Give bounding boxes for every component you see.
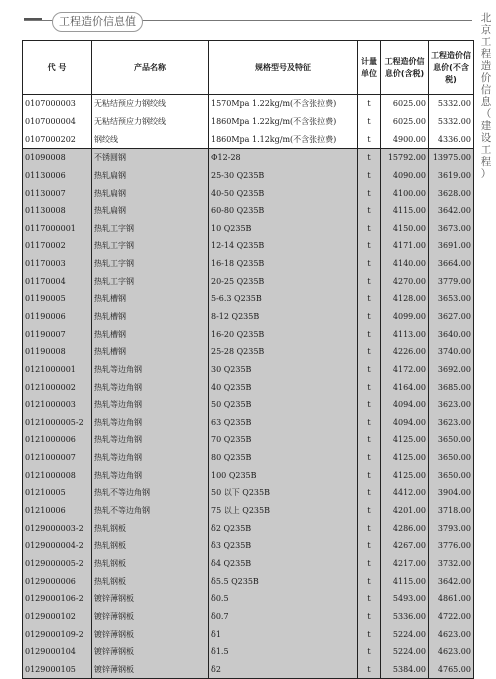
cell-unit: t: [358, 537, 381, 555]
cell-price-tax-excl: 3650.00: [429, 431, 474, 449]
cell-spec: δ2: [209, 661, 358, 679]
cell-price-tax-incl: 5224.00: [381, 625, 429, 643]
cell-spec: δ2 Q235B: [209, 519, 358, 537]
table-row: [23, 255, 474, 273]
cell-code: 01190006: [23, 308, 92, 326]
table-row: [23, 414, 474, 432]
cell-price-tax-excl: 3623.00: [429, 396, 474, 414]
cell-price-tax-excl: 3664.00: [429, 255, 474, 273]
cell-price-tax-excl: 5332.00: [429, 113, 474, 131]
cell-price-tax-excl: 3650.00: [429, 449, 474, 467]
cell-code: 01130007: [23, 184, 92, 202]
header-name: 产品名称: [92, 41, 209, 95]
cell-spec: δ4 Q235B: [209, 555, 358, 573]
cell-price-tax-excl: 3623.00: [429, 414, 474, 432]
cell-product-name: 镀锌薄钢板: [92, 590, 209, 608]
cell-price-tax-excl: 3776.00: [429, 537, 474, 555]
cell-spec: 100 Q235B: [209, 466, 358, 484]
table-row: [23, 484, 474, 502]
cell-product-name: 不锈圆钢: [92, 148, 209, 166]
cell-unit: t: [358, 572, 381, 590]
table-row: [23, 466, 474, 484]
table-row: [23, 502, 474, 520]
cell-price-tax-incl: 4113.00: [381, 325, 429, 343]
table-row: [23, 113, 474, 131]
cell-spec: 80 Q235B: [209, 449, 358, 467]
cell-price-tax-incl: 6025.00: [381, 95, 429, 113]
cell-spec: δ1.5: [209, 643, 358, 661]
cell-price-tax-incl: 6025.00: [381, 113, 429, 131]
cell-code: 0129000006: [23, 572, 92, 590]
cell-product-name: 热轧扁钢: [92, 202, 209, 220]
cell-unit: t: [358, 184, 381, 202]
cell-price-tax-incl: 4164.00: [381, 378, 429, 396]
cell-price-tax-excl: 3692.00: [429, 361, 474, 379]
cell-spec: 40 Q235B: [209, 378, 358, 396]
cell-price-tax-excl: 4861.00: [429, 590, 474, 608]
cell-product-name: 热轧等边角钢: [92, 361, 209, 379]
cell-unit: t: [358, 308, 381, 326]
cell-product-name: 镀锌薄钢板: [92, 661, 209, 679]
cell-code: 01190005: [23, 290, 92, 308]
cell-code: 01130008: [23, 202, 92, 220]
cell-price-tax-incl: 4115.00: [381, 202, 429, 220]
cell-code: 0121000007: [23, 449, 92, 467]
header-code: 代 号: [23, 41, 92, 95]
table-row: [23, 431, 474, 449]
section-title: 工程造价信息值: [52, 12, 143, 32]
cell-product-name: 镀锌薄钢板: [92, 643, 209, 661]
cell-code: 01090008: [23, 148, 92, 166]
cell-spec: 5-6.3 Q235B: [209, 290, 358, 308]
cell-spec: 16-18 Q235B: [209, 255, 358, 273]
cell-price-tax-incl: 5384.00: [381, 661, 429, 679]
cell-product-name: 热轧钢板: [92, 555, 209, 573]
cell-price-tax-incl: 4267.00: [381, 537, 429, 555]
cell-unit: t: [358, 325, 381, 343]
cell-unit: t: [358, 167, 381, 185]
cell-code: 0107000003: [23, 95, 92, 113]
cell-unit: t: [358, 95, 381, 113]
table-row: [23, 167, 474, 185]
cell-product-name: 无粘结预应力钢绞线: [92, 95, 209, 113]
cell-price-tax-excl: 3779.00: [429, 272, 474, 290]
cell-price-tax-excl: 3740.00: [429, 343, 474, 361]
cell-price-tax-incl: 4140.00: [381, 255, 429, 273]
table-row: [23, 378, 474, 396]
cell-price-tax-incl: 4128.00: [381, 290, 429, 308]
cell-code: 0129000104: [23, 643, 92, 661]
table-row: [23, 184, 474, 202]
cell-spec: δ0.7: [209, 608, 358, 626]
cell-code: 0129000102: [23, 608, 92, 626]
cell-unit: t: [358, 202, 381, 220]
cell-unit: t: [358, 484, 381, 502]
cell-code: 01210005: [23, 484, 92, 502]
cell-price-tax-incl: 4900.00: [381, 130, 429, 148]
cell-spec: 8-12 Q235B: [209, 308, 358, 326]
cell-product-name: 热轧槽钢: [92, 308, 209, 326]
table-row: [23, 361, 474, 379]
cell-product-name: 热轧钢板: [92, 572, 209, 590]
cell-unit: t: [358, 361, 381, 379]
cell-spec: δ5.5 Q235B: [209, 572, 358, 590]
cell-price-tax-excl: 4765.00: [429, 661, 474, 679]
cell-spec: 1860Mpa 1.12kg/m(不含张拉费): [209, 130, 358, 148]
table-row: [23, 608, 474, 626]
cell-code: 0121000001: [23, 361, 92, 379]
table-body: [23, 95, 474, 679]
cell-product-name: 热轧等边角钢: [92, 414, 209, 432]
cell-code: 01190008: [23, 343, 92, 361]
cell-product-name: 镀锌薄钢板: [92, 608, 209, 626]
cell-unit: t: [358, 414, 381, 432]
cell-price-tax-incl: 4099.00: [381, 308, 429, 326]
cell-price-tax-incl: 4090.00: [381, 167, 429, 185]
cell-price-tax-incl: 4171.00: [381, 237, 429, 255]
cell-unit: t: [358, 502, 381, 520]
cell-price-tax-incl: 4201.00: [381, 502, 429, 520]
table-row: [23, 625, 474, 643]
table-row: [23, 272, 474, 290]
cell-unit: t: [358, 661, 381, 679]
cell-spec: 1570Mpa 1.22kg/m(不含张拉费): [209, 95, 358, 113]
cell-price-tax-excl: 4623.00: [429, 643, 474, 661]
cell-price-tax-incl: 4094.00: [381, 396, 429, 414]
table-header-row: [23, 41, 474, 95]
table-row: [23, 219, 474, 237]
cell-code: 0117000001: [23, 219, 92, 237]
cell-unit: t: [358, 590, 381, 608]
header-price-tax-incl: 工程造价信息价(含税): [381, 41, 429, 95]
cell-product-name: 热轧工字钢: [92, 255, 209, 273]
cell-spec: δ0.5: [209, 590, 358, 608]
side-title: 北 京 工 程 造 价 信 息 （ 建 设 工 程 ）: [480, 12, 492, 180]
cell-spec: 10 Q235B: [209, 219, 358, 237]
table-row: [23, 572, 474, 590]
cell-spec: 12-14 Q235B: [209, 237, 358, 255]
cell-code: 0129000004-2: [23, 537, 92, 555]
table-row: [23, 590, 474, 608]
cell-price-tax-excl: 3640.00: [429, 325, 474, 343]
cell-product-name: 热轧槽钢: [92, 325, 209, 343]
cell-spec: 60-80 Q235B: [209, 202, 358, 220]
cell-code: 01170004: [23, 272, 92, 290]
cell-price-tax-incl: 4286.00: [381, 519, 429, 537]
cell-code: 01210006: [23, 502, 92, 520]
cell-price-tax-incl: 5224.00: [381, 643, 429, 661]
table-row: [23, 519, 474, 537]
cell-code: 01170002: [23, 237, 92, 255]
cell-price-tax-incl: 4125.00: [381, 431, 429, 449]
cell-price-tax-excl: 13975.00: [429, 148, 474, 166]
cell-code: 01170003: [23, 255, 92, 273]
cell-code: 0129000106-2: [23, 590, 92, 608]
header-price-tax-excl: 工程造价信息价(不含税): [429, 41, 474, 95]
cell-unit: t: [358, 608, 381, 626]
cell-price-tax-excl: 3718.00: [429, 502, 474, 520]
cell-unit: t: [358, 396, 381, 414]
cell-unit: t: [358, 555, 381, 573]
cell-code: 0121000003: [23, 396, 92, 414]
table-row: [23, 237, 474, 255]
cell-unit: t: [358, 431, 381, 449]
cell-code: 0129000105: [23, 661, 92, 679]
cell-unit: t: [358, 148, 381, 166]
cell-product-name: 热轧等边角钢: [92, 396, 209, 414]
cell-spec: δ3 Q235B: [209, 537, 358, 555]
cell-code: 0129000005-2: [23, 555, 92, 573]
cell-spec: 30 Q235B: [209, 361, 358, 379]
table-row: [23, 661, 474, 679]
cell-product-name: 热轧不等边角钢: [92, 484, 209, 502]
cell-price-tax-excl: 3793.00: [429, 519, 474, 537]
table-row: [23, 537, 474, 555]
cell-price-tax-excl: 3653.00: [429, 290, 474, 308]
cell-price-tax-incl: 4125.00: [381, 466, 429, 484]
table-row: [23, 643, 474, 661]
cell-code: 01130006: [23, 167, 92, 185]
cell-price-tax-incl: 4125.00: [381, 449, 429, 467]
cell-product-name: 热轧等边角钢: [92, 466, 209, 484]
table-row: [23, 202, 474, 220]
cell-product-name: 无粘结预应力钢绞线: [92, 113, 209, 131]
table-row: [23, 396, 474, 414]
cell-product-name: 热轧钢板: [92, 519, 209, 537]
cell-price-tax-incl: 4217.00: [381, 555, 429, 573]
cell-code: 0121000006: [23, 431, 92, 449]
cell-spec: 63 Q235B: [209, 414, 358, 432]
cell-spec: 50 Q235B: [209, 396, 358, 414]
cell-price-tax-excl: 3673.00: [429, 219, 474, 237]
table-row: [23, 130, 474, 148]
cell-price-tax-incl: 5493.00: [381, 590, 429, 608]
cell-unit: t: [358, 237, 381, 255]
cell-unit: t: [358, 466, 381, 484]
cell-spec: Φ12-28: [209, 148, 358, 166]
cell-price-tax-incl: 4115.00: [381, 572, 429, 590]
header-spec: 规格型号及特征: [209, 41, 358, 95]
table-row: [23, 325, 474, 343]
cell-product-name: 热轧等边角钢: [92, 449, 209, 467]
table-row: [23, 308, 474, 326]
cell-product-name: 热轧工字钢: [92, 272, 209, 290]
cell-spec: 70 Q235B: [209, 431, 358, 449]
cell-product-name: 热轧扁钢: [92, 184, 209, 202]
cell-spec: 1860Mpa 1.22kg/m(不含张拉费): [209, 113, 358, 131]
cell-price-tax-excl: 5332.00: [429, 95, 474, 113]
table-row: [23, 148, 474, 166]
cell-spec: δ1: [209, 625, 358, 643]
cell-price-tax-incl: 15792.00: [381, 148, 429, 166]
cell-code: 0129000003-2: [23, 519, 92, 537]
cell-unit: t: [358, 113, 381, 131]
cell-product-name: 热轧扁钢: [92, 167, 209, 185]
cell-price-tax-excl: 3627.00: [429, 308, 474, 326]
cell-price-tax-excl: 4722.00: [429, 608, 474, 626]
table-row: [23, 95, 474, 113]
table-row: [23, 555, 474, 573]
cell-unit: t: [358, 255, 381, 273]
cell-product-name: 热轧工字钢: [92, 237, 209, 255]
cell-product-name: 热轧工字钢: [92, 219, 209, 237]
cell-spec: 16-20 Q235B: [209, 325, 358, 343]
cell-product-name: 热轧槽钢: [92, 290, 209, 308]
cell-unit: t: [358, 378, 381, 396]
cell-price-tax-excl: 3619.00: [429, 167, 474, 185]
cell-product-name: 钢绞线: [92, 130, 209, 148]
cell-unit: t: [358, 290, 381, 308]
cell-product-name: 热轧槽钢: [92, 343, 209, 361]
cell-unit: t: [358, 625, 381, 643]
cell-unit: t: [358, 343, 381, 361]
cell-price-tax-excl: 3650.00: [429, 466, 474, 484]
cell-spec: 40-50 Q235B: [209, 184, 358, 202]
cell-code: 01190007: [23, 325, 92, 343]
table-row: [23, 449, 474, 467]
cell-spec: 50 以下 Q235B: [209, 484, 358, 502]
price-table: [22, 40, 474, 679]
cell-code: 0121000005-2: [23, 414, 92, 432]
cell-price-tax-excl: 3642.00: [429, 202, 474, 220]
cell-product-name: 热轧等边角钢: [92, 378, 209, 396]
cell-product-name: 热轧不等边角钢: [92, 502, 209, 520]
cell-price-tax-excl: 3691.00: [429, 237, 474, 255]
cell-price-tax-excl: 3904.00: [429, 484, 474, 502]
cell-spec: 75 以上 Q235B: [209, 502, 358, 520]
cell-product-name: 镀锌薄钢板: [92, 625, 209, 643]
cell-unit: t: [358, 272, 381, 290]
cell-spec: 25-28 Q235B: [209, 343, 358, 361]
cell-code: 0107000202: [23, 130, 92, 148]
cell-code: 0121000008: [23, 466, 92, 484]
cell-code: 0107000004: [23, 113, 92, 131]
cell-price-tax-excl: 4336.00: [429, 130, 474, 148]
cell-code: 0129000109-2: [23, 625, 92, 643]
cell-spec: 25-30 Q235B: [209, 167, 358, 185]
cell-price-tax-excl: 3642.00: [429, 572, 474, 590]
cell-price-tax-incl: 4172.00: [381, 361, 429, 379]
cell-price-tax-incl: 4226.00: [381, 343, 429, 361]
cell-price-tax-incl: 5336.00: [381, 608, 429, 626]
table-row: [23, 343, 474, 361]
cell-product-name: 热轧钢板: [92, 537, 209, 555]
cell-price-tax-excl: 4623.00: [429, 625, 474, 643]
cell-unit: t: [358, 219, 381, 237]
cell-unit: t: [358, 130, 381, 148]
cell-price-tax-incl: 4412.00: [381, 484, 429, 502]
cell-price-tax-incl: 4100.00: [381, 184, 429, 202]
cell-product-name: 热轧等边角钢: [92, 431, 209, 449]
cell-unit: t: [358, 519, 381, 537]
cell-price-tax-incl: 4270.00: [381, 272, 429, 290]
cell-unit: t: [358, 449, 381, 467]
cell-code: 0121000002: [23, 378, 92, 396]
header-unit: 计量单位: [358, 41, 381, 95]
cell-price-tax-excl: 3628.00: [429, 184, 474, 202]
cell-price-tax-excl: 3685.00: [429, 378, 474, 396]
cell-price-tax-incl: 4094.00: [381, 414, 429, 432]
cell-price-tax-excl: 3732.00: [429, 555, 474, 573]
cell-price-tax-incl: 4150.00: [381, 219, 429, 237]
table-row: [23, 290, 474, 308]
cell-unit: t: [358, 643, 381, 661]
cell-spec: 20-25 Q235B: [209, 272, 358, 290]
